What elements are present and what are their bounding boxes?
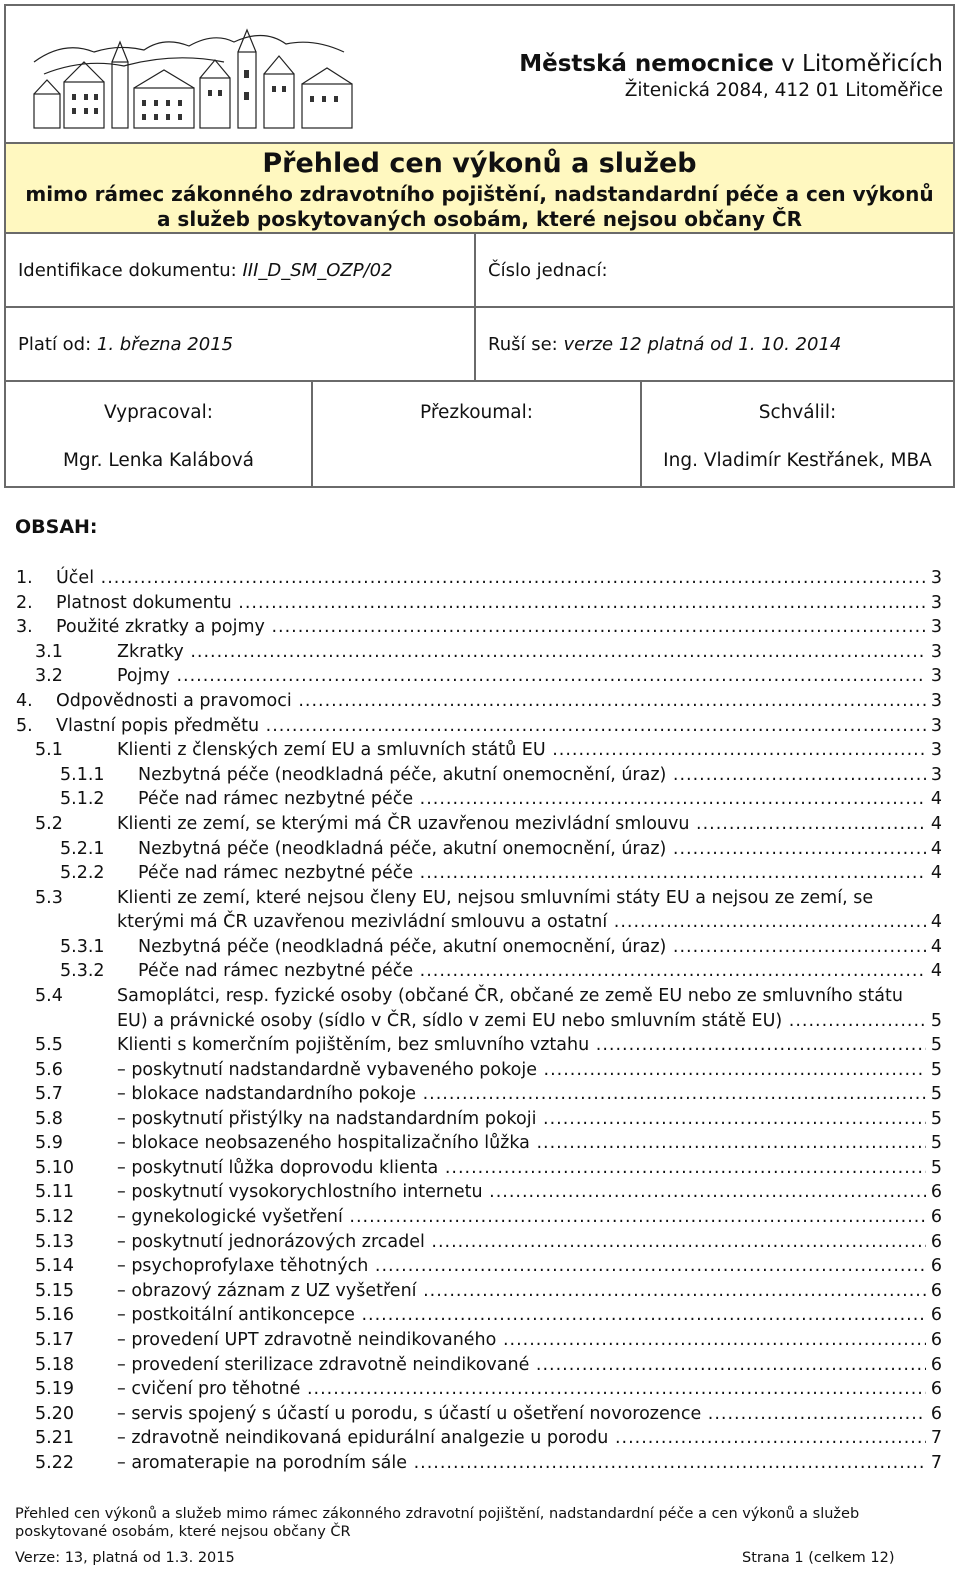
toc-entry-title: – poskytnutí nadstandardně vybaveného pokoje ..... xyxy=(117,1058,926,1083)
prepared-by-cell xyxy=(6,382,313,486)
cancels-label: Ruší se: xyxy=(488,333,558,355)
toc-entry-number: 5.22 xyxy=(35,1453,74,1473)
toc-entry-title: – postkoitální antikoncepce ..... xyxy=(117,1303,926,1328)
toc-entry-number: 5.2.1 xyxy=(60,838,105,859)
toc-entry[interactable] xyxy=(16,640,942,665)
document-subtitle-line1: mimo rámec zákonného zdravotního pojištění, nadstandardní péče a cen výkonů xyxy=(25,182,934,206)
prepared-by-label: Vypracoval: xyxy=(104,402,213,423)
toc-entry[interactable] xyxy=(16,1451,942,1476)
institution-name-rest: v Litoměřicích xyxy=(773,51,943,77)
toc-entry-title: Klienti ze zemí, se kterými má ČR uzavřenou mezivládní smlouvu ..... xyxy=(117,812,926,837)
doc-id-label: Identifikace dokumentu: xyxy=(18,259,237,281)
footer-title-line1: Přehled cen výkonů a služeb mimo rámec zákonného zdravotní pojištění, nadstandardní péče a cen výkonů a služeb xyxy=(15,1506,860,1522)
toc-entry-page: 4 xyxy=(927,910,942,935)
toc-entry-number: 5.13 xyxy=(35,1231,74,1252)
toc-entry-number: 5.19 xyxy=(35,1379,74,1400)
ref-number-cell xyxy=(476,234,953,306)
toc-entry-page: 3 xyxy=(927,738,942,763)
valid-from-label: Platí od: xyxy=(18,333,92,355)
toc-entry-title: Péče nad rámec nezbytné péče ..... xyxy=(138,861,926,886)
toc-entry-number: 5.16 xyxy=(35,1305,74,1326)
footer-page-number: Strana 1 (celkem 12) xyxy=(742,1550,895,1566)
toc-entry[interactable] xyxy=(16,1058,942,1083)
hospital-town-sketch-logo xyxy=(24,22,364,134)
toc-entry[interactable] xyxy=(16,1230,942,1255)
toc-entry-number: 5.2 xyxy=(35,813,63,834)
toc-entry-page: 3 xyxy=(927,591,942,616)
toc-entry-title: Klienti s komerčním pojištěním, bez smluvního vztahu ..... xyxy=(117,1033,926,1058)
toc-entry-page: 6 xyxy=(927,1279,942,1304)
table-of-contents xyxy=(16,566,942,1476)
toc-entry-title: Nezbytná péče (neodkladná péče, akutní onemocnění, úraz) ..... xyxy=(138,837,926,862)
institution-name-bold: Městská nemocnice xyxy=(519,51,774,77)
toc-entry-page: 3 xyxy=(927,763,942,788)
toc-entry-number: 5.20 xyxy=(35,1403,74,1424)
toc-entry-title: Nezbytná péče (neodkladná péče, akutní onemocnění, úraz) ..... xyxy=(138,935,926,960)
toc-entry-title: Odpovědnosti a pravomoci ..... xyxy=(56,689,926,714)
toc-entry[interactable] xyxy=(16,714,942,739)
toc-entry[interactable] xyxy=(16,1107,942,1132)
toc-entry-page: 5 xyxy=(927,1058,942,1083)
prepared-by-name: Mgr. Lenka Kalábová xyxy=(62,450,255,471)
toc-entry[interactable] xyxy=(16,1033,942,1058)
toc-entry-page: 6 xyxy=(927,1230,942,1255)
toc-entry-page: 6 xyxy=(927,1254,942,1279)
document-title: Přehled cen výkonů a služeb xyxy=(262,148,697,179)
toc-entry-number: 5.18 xyxy=(35,1354,74,1375)
toc-entry-number: 5.17 xyxy=(35,1330,74,1351)
toc-entry-number: 5.7 xyxy=(35,1084,63,1105)
toc-entry[interactable] xyxy=(16,935,942,960)
reviewed-by-label: Přezkoumal: xyxy=(420,402,533,423)
toc-entry-number: 5.1.1 xyxy=(60,764,105,785)
toc-entry[interactable] xyxy=(16,1205,942,1230)
toc-entry-title: – servis spojený s účastí u porodu, s účastí u ošetření novorozence ..... xyxy=(117,1402,926,1427)
toc-entry-title: Péče nad rámec nezbytné péče ..... xyxy=(138,787,926,812)
toc-entry-page: 4 xyxy=(927,787,942,812)
toc-entry-title-line1: Klienti ze zemí, které nejsou členy EU, nejsou smluvními státy EU a nejsou ze zemí, se xyxy=(117,887,874,908)
toc-entry-title: Použité zkratky a pojmy ..... xyxy=(56,615,926,640)
toc-entry-title-line2: EU) a právnické osoby (sídlo v ČR, sídlo v zemi EU nebo smluvním státě EU) ..... xyxy=(117,1009,926,1034)
validity-row xyxy=(6,308,953,382)
toc-entry[interactable] xyxy=(16,591,942,616)
toc-entry-page: 4 xyxy=(927,812,942,837)
toc-entry-page: 3 xyxy=(927,566,942,591)
toc-entry-number: 5.3 xyxy=(35,887,63,908)
approved-by-cell xyxy=(642,382,953,486)
toc-entry-page: 3 xyxy=(927,664,942,689)
toc-entry-title: – zdravotně neindikovaná epidurální analgezie u porodu ..... xyxy=(117,1426,926,1451)
toc-entry[interactable] xyxy=(16,1328,942,1353)
toc-entry[interactable] xyxy=(16,812,942,837)
toc-entry-title: Klienti z členských zemí EU a smluvních států EU ..... xyxy=(117,738,926,763)
toc-entry-number: 5.9 xyxy=(35,1133,63,1154)
approved-by-name: Ing. Vladimír Kestřánek, MBA xyxy=(663,450,932,471)
toc-entry-page: 3 xyxy=(927,714,942,739)
toc-entry[interactable] xyxy=(16,1426,942,1451)
toc-entry-page: 5 xyxy=(927,1107,942,1132)
toc-entry-number: 2. xyxy=(16,592,33,613)
toc-entry-number: 5.21 xyxy=(35,1428,74,1449)
toc-entry[interactable] xyxy=(16,1180,942,1205)
toc-entry-number: 3.1 xyxy=(35,641,63,662)
toc-entry[interactable] xyxy=(16,664,942,689)
toc-entry[interactable] xyxy=(16,1353,942,1378)
toc-entry-number: 5. xyxy=(16,715,33,736)
toc-entry-title: – cvičení pro těhotné ..... xyxy=(117,1377,926,1402)
toc-entry-title: Vlastní popis předmětu ..... xyxy=(56,714,926,739)
toc-entry-title-line1: Samoplátci, resp. fyzické osoby (občané ČR, občané ze země EU nebo ze smluvního státu xyxy=(117,985,903,1006)
toc-entry-number: 1. xyxy=(16,568,33,588)
toc-entry-title: – blokace neobsazeného hospitalizačního lůžka ..... xyxy=(117,1131,926,1156)
reviewed-by-cell xyxy=(313,382,642,486)
toc-entry[interactable] xyxy=(16,886,942,935)
doc-id-row xyxy=(6,234,953,308)
toc-entry-title: Péče nad rámec nezbytné péče ..... xyxy=(138,959,926,984)
toc-entry-title xyxy=(117,984,926,1033)
institution-block xyxy=(519,50,943,104)
toc-entry-title: – gynekologické vyšetření ..... xyxy=(117,1205,926,1230)
toc-heading: OBSAH: xyxy=(15,516,98,538)
toc-entry-title xyxy=(117,886,926,935)
title-box xyxy=(6,144,953,234)
toc-entry-page: 4 xyxy=(927,935,942,960)
page-footer xyxy=(15,1505,900,1566)
toc-entry-page: 6 xyxy=(927,1303,942,1328)
toc-entry-number: 4. xyxy=(16,690,33,711)
toc-entry[interactable] xyxy=(16,1279,942,1304)
toc-entry-page: 3 xyxy=(927,689,942,714)
toc-entry-page: 4 xyxy=(927,959,942,984)
toc-entry-page: 5 xyxy=(927,1131,942,1156)
toc-entry-number: 5.5 xyxy=(35,1034,63,1055)
toc-entry-page: 6 xyxy=(927,1353,942,1378)
toc-entry-number: 5.4 xyxy=(35,985,63,1006)
toc-entry-page: 5 xyxy=(927,1082,942,1107)
toc-entry[interactable] xyxy=(16,689,942,714)
toc-entry-page: 6 xyxy=(927,1377,942,1402)
valid-from-value: 1. března 2015 xyxy=(96,333,234,355)
toc-entry-number: 5.3.1 xyxy=(60,936,105,957)
valid-from-cell xyxy=(6,308,476,380)
toc-entry-number: 5.6 xyxy=(35,1059,63,1080)
footer-title-line2: poskytované osobám, které nejsou občany ČR xyxy=(15,1524,351,1540)
toc-entry[interactable] xyxy=(16,1131,942,1156)
toc-entry-number: 5.11 xyxy=(35,1182,74,1203)
toc-entry[interactable] xyxy=(16,861,942,886)
toc-entry-title-line2: kterými má ČR uzavřenou mezivládní smlouvu a ostatní ..... xyxy=(117,910,926,935)
toc-entry-page: 3 xyxy=(927,640,942,665)
signatures-row xyxy=(6,382,953,486)
toc-entry-number: 5.8 xyxy=(35,1108,63,1129)
toc-entry-page: 3 xyxy=(927,615,942,640)
toc-entry-page: 6 xyxy=(927,1402,942,1427)
toc-entry-title: Pojmy ..... xyxy=(117,664,926,689)
doc-id-cell xyxy=(6,234,476,306)
toc-entry[interactable] xyxy=(16,984,942,1033)
toc-entry[interactable] xyxy=(16,763,942,788)
toc-entry[interactable] xyxy=(16,787,942,812)
institution-name xyxy=(519,50,943,78)
approved-by-label: Schválil: xyxy=(758,402,837,423)
toc-entry-page: 4 xyxy=(927,837,942,862)
toc-entry[interactable] xyxy=(16,566,942,591)
document-header-frame xyxy=(4,4,955,488)
toc-entry-title: – aromaterapie na porodním sále ..... xyxy=(117,1451,926,1476)
toc-entry-title: – poskytnutí přistýlky na nadstandardním pokoji ..... xyxy=(117,1107,926,1132)
toc-entry-page: 6 xyxy=(927,1180,942,1205)
ref-number-label: Číslo jednací: xyxy=(488,259,608,281)
toc-entry-number: 5.10 xyxy=(35,1157,74,1178)
toc-entry-number: 3.2 xyxy=(35,666,63,687)
toc-entry-page: 7 xyxy=(927,1426,942,1451)
toc-entry-title: – blokace nadstandardního pokoje ..... xyxy=(117,1082,926,1107)
header xyxy=(6,6,953,144)
toc-entry-page: 5 xyxy=(927,1156,942,1181)
toc-entry-number: 5.2.2 xyxy=(60,863,105,884)
institution-address: Žitenická 2084, 412 01 Litoměřice xyxy=(624,80,943,101)
toc-entry-number: 3. xyxy=(16,617,33,638)
cancels-value: verze 12 platná od 1. 10. 2014 xyxy=(563,333,842,355)
toc-entry-title: – psychoprofylaxe těhotných ..... xyxy=(117,1254,926,1279)
document-subtitle-line2: a služeb poskytovaných osobám, které nejsou občany ČR xyxy=(156,207,803,231)
toc-entry-title: Nezbytná péče (neodkladná péče, akutní onemocnění, úraz) ..... xyxy=(138,763,926,788)
toc-entry-number: 5.1 xyxy=(35,740,63,761)
toc-entry-title: Platnost dokumentu ..... xyxy=(56,591,926,616)
toc-entry[interactable] xyxy=(16,959,942,984)
toc-entry-title: – poskytnutí lůžka doprovodu klienta ..... xyxy=(117,1156,926,1181)
toc-entry-title: – provedení sterilizace zdravotně neindikované ..... xyxy=(117,1353,926,1378)
toc-entry-title: – provedení UPT zdravotně neindikovaného ..... xyxy=(117,1328,926,1353)
toc-entry-title: – obrazový záznam z UZ vyšetření ..... xyxy=(117,1279,926,1304)
toc-entry-number: 5.12 xyxy=(35,1207,74,1228)
toc-entry[interactable] xyxy=(16,615,942,640)
toc-entry-title: Účel ..... xyxy=(56,566,926,591)
toc-entry[interactable] xyxy=(16,1402,942,1427)
toc-entry-page: 7 xyxy=(927,1451,942,1476)
cancels-cell xyxy=(476,308,953,380)
toc-entry[interactable] xyxy=(16,1303,942,1328)
toc-entry[interactable] xyxy=(16,1254,942,1279)
toc-entry-page: 5 xyxy=(927,1009,942,1034)
footer-version: Verze: 13, platná od 1.3. 2015 xyxy=(15,1550,235,1566)
toc-entry-page: 6 xyxy=(927,1328,942,1353)
toc-entry-title: – poskytnutí jednorázových zrcadel ..... xyxy=(117,1230,926,1255)
toc-entry-page: 5 xyxy=(927,1033,942,1058)
toc-entry[interactable] xyxy=(16,1156,942,1181)
toc-entry[interactable] xyxy=(16,738,942,763)
toc-entry-number: 5.15 xyxy=(35,1280,74,1301)
toc-entry[interactable] xyxy=(16,837,942,862)
toc-entry-title: – poskytnutí vysokorychlostního internetu ..... xyxy=(117,1180,926,1205)
toc-entry-page: 6 xyxy=(927,1205,942,1230)
toc-entry-number: 5.1.2 xyxy=(60,789,105,810)
doc-id-value: III_D_SM_OZP/02 xyxy=(242,259,393,281)
toc-entry-number: 5.14 xyxy=(35,1256,74,1277)
toc-entry-page: 4 xyxy=(927,861,942,886)
toc-entry[interactable] xyxy=(16,1082,942,1107)
toc-entry-title: Zkratky ..... xyxy=(117,640,926,665)
toc-entry-number: 5.3.2 xyxy=(60,961,105,982)
toc-entry[interactable] xyxy=(16,1377,942,1402)
